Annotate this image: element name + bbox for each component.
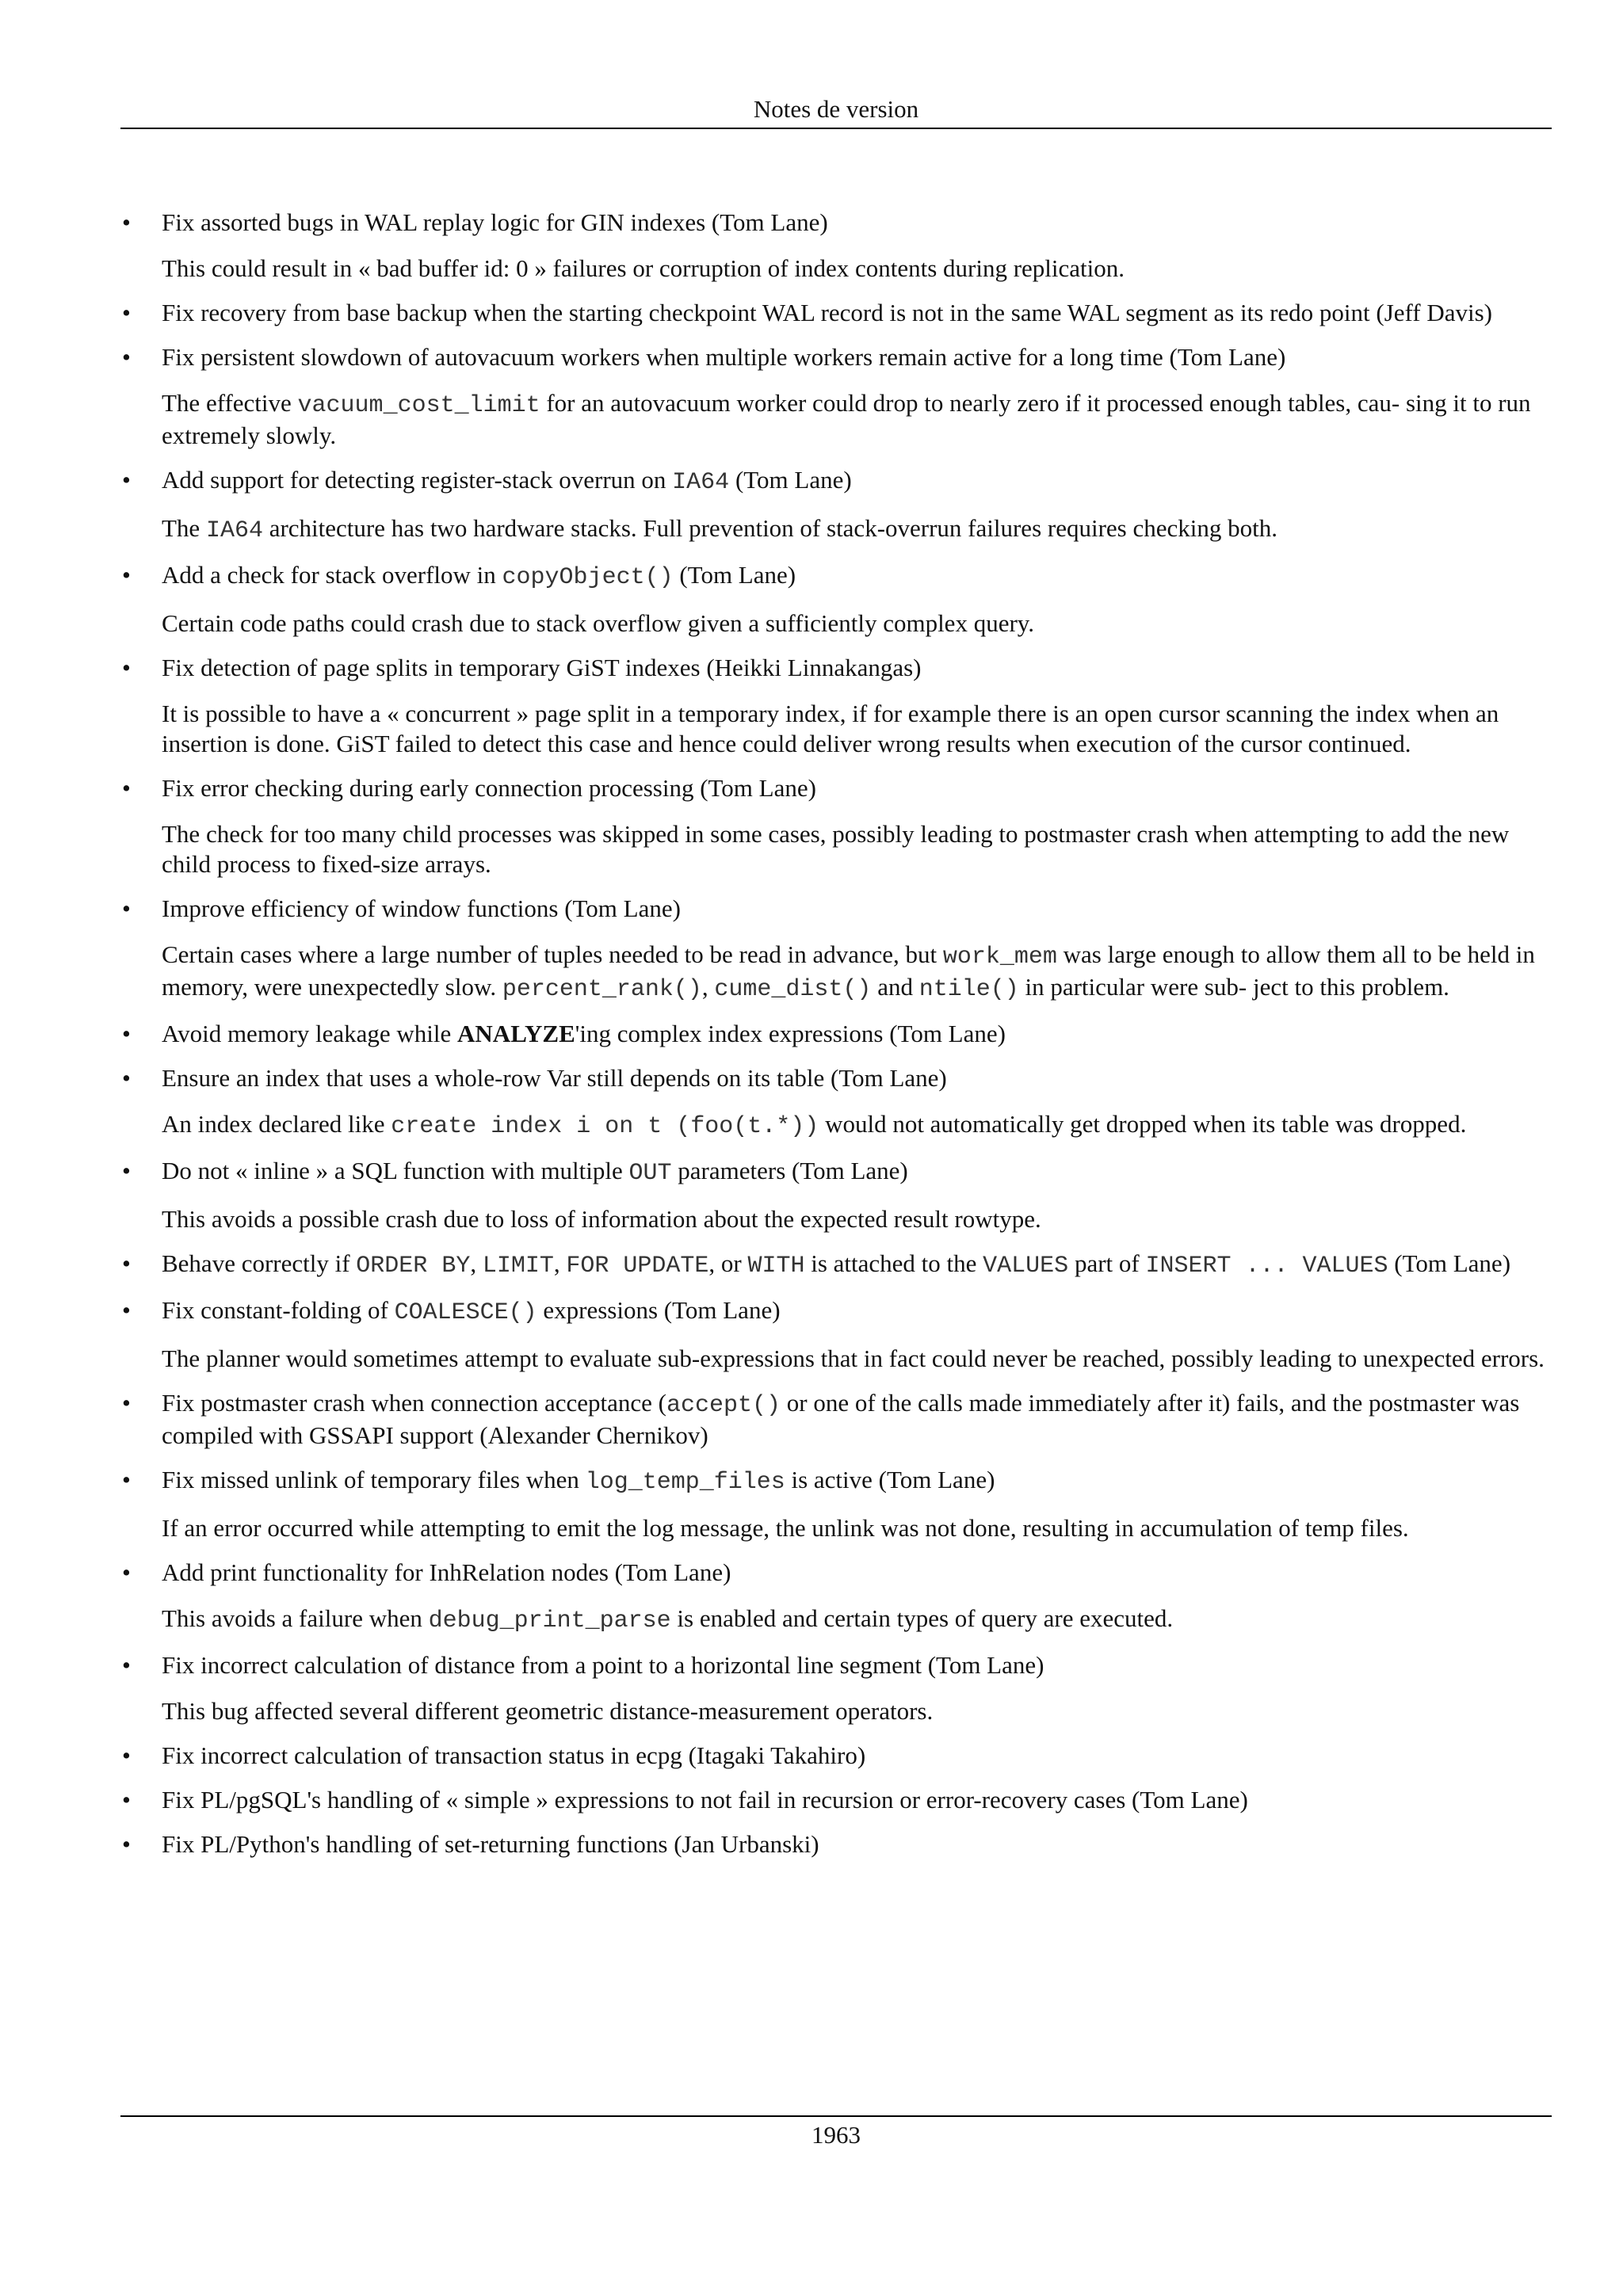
code-literal: IA64 (672, 469, 730, 496)
bullet-icon: • (122, 1466, 131, 1493)
text-segment: and (871, 973, 919, 1001)
text-segment: is active (Tom Lane) (785, 1466, 995, 1493)
note-description (162, 1344, 1552, 1374)
note-description (162, 699, 1552, 759)
text-segment: Add print functionality for InhRelation nodes (Tom Lane) (162, 1558, 731, 1586)
text-segment: , (470, 1249, 483, 1277)
text-segment: architecture has two hardware stacks. Full prevention of stack-overrun failures requires checking both. (262, 514, 1277, 542)
text-segment: (Tom Lane) (1388, 1249, 1511, 1277)
footer-rule (120, 2115, 1552, 2117)
text-segment: Fix detection of page splits in temporary GiST indexes (Heikki Linnakangas) (162, 654, 922, 681)
code-literal: WITH (747, 1253, 805, 1280)
bullet-icon: • (122, 561, 131, 589)
text-segment: Behave correctly if (162, 1249, 357, 1277)
list-item (120, 1156, 1552, 1234)
text-segment: is enabled and certain types of query are executed. (670, 1604, 1174, 1632)
text-segment: Fix incorrect calculation of distance from a point to a horizontal line segment (Tom Lane) (162, 1651, 1044, 1679)
list-item (120, 342, 1552, 451)
text-segment: Fix recovery from base backup when the starting checkpoint WAL record is not in the same WAL segment as its redo point (Jeff Davis) (162, 299, 1493, 326)
note-description (162, 388, 1552, 451)
list-item (120, 1063, 1552, 1142)
code-literal: copyObject() (502, 564, 674, 591)
bullet-icon: • (122, 299, 131, 326)
bullet-icon: • (122, 1786, 131, 1814)
text-segment: Fix persistent slowdown of autovacuum workers when multiple workers remain active for a long time (Tom Lane) (162, 343, 1286, 371)
note-title (162, 894, 1552, 924)
list-item (120, 894, 1552, 1005)
release-notes-list (120, 208, 1552, 1874)
code-literal: vacuum_cost_limit (297, 392, 540, 419)
bullet-icon: • (122, 1064, 131, 1092)
text-segment: The planner would sometimes attempt to evaluate sub-expressions that in fact could never be reached, possibly leading to unexpected errors. (162, 1344, 1545, 1372)
text-segment: This avoids a possible crash due to loss of information about the expected result rowtype. (162, 1205, 1041, 1233)
text-segment: , (553, 1249, 567, 1277)
note-title (162, 1558, 1552, 1588)
text-segment: Avoid memory leakage while (162, 1020, 458, 1047)
text-segment: Ensure an index that uses a whole-row Var still depends on its table (Tom Lane) (162, 1064, 947, 1092)
list-item (120, 1388, 1552, 1451)
note-title (162, 342, 1552, 372)
text-segment: Fix incorrect calculation of transaction status in ecpg (Itagaki Takahiro) (162, 1741, 866, 1769)
text-segment: Fix postmaster crash when connection acceptance ( (162, 1389, 666, 1417)
note-title (162, 1785, 1552, 1815)
note-title (162, 465, 1552, 498)
text-segment: , or (708, 1249, 748, 1277)
bullet-icon: • (122, 1830, 131, 1858)
text-segment: Add support for detecting register-stack overrun on (162, 466, 673, 494)
note-title (162, 1063, 1552, 1093)
text-segment: (Tom Lane) (673, 561, 796, 589)
code-literal: COALESCE() (394, 1299, 537, 1326)
text-segment: Fix error checking during early connection processing (Tom Lane) (162, 774, 816, 802)
note-description (162, 1696, 1552, 1726)
list-item (120, 1558, 1552, 1636)
list-item (120, 1295, 1552, 1374)
text-segment: , (701, 973, 715, 1001)
note-description (162, 819, 1552, 879)
note-title (162, 298, 1552, 328)
note-title (162, 560, 1552, 593)
code-literal: LIMIT (482, 1253, 554, 1280)
list-item (120, 560, 1552, 639)
code-literal: INSERT ... VALUES (1145, 1253, 1388, 1280)
note-title (162, 1829, 1552, 1859)
text-segment: Fix assorted bugs in WAL replay logic for GIN indexes (Tom Lane) (162, 208, 828, 236)
text-segment: (Tom Lane) (729, 466, 852, 494)
code-literal: IA64 (205, 517, 263, 544)
text-segment: for an autovacuum worker could drop to nearly zero if it processed enough tables, cau- sing it to run extremely slowly. (162, 389, 1531, 449)
note-title (162, 653, 1552, 683)
code-literal: debug_print_parse (428, 1608, 671, 1634)
text-segment: Fix missed unlink of temporary files when (162, 1466, 586, 1493)
text-segment: part of (1068, 1249, 1146, 1277)
note-title (162, 1741, 1552, 1771)
text-segment: is attached to the (804, 1249, 983, 1277)
bullet-icon: • (122, 343, 131, 371)
list-item (120, 465, 1552, 546)
list-item (120, 1249, 1552, 1281)
note-description (162, 940, 1552, 1005)
code-literal: OUT (628, 1160, 672, 1187)
note-description (162, 1204, 1552, 1234)
code-literal: work_mem (942, 944, 1057, 971)
list-item (120, 1650, 1552, 1726)
text-segment: Improve efficiency of window functions (Tom Lane) (162, 894, 681, 922)
text-segment: Do not « inline » a SQL function with multiple (162, 1157, 629, 1184)
text-segment: The check for too many child processes was skipped in some cases, possibly leading to postmaster crash when attempting to add the new child process to fixed-size arrays. (162, 820, 1510, 878)
bold-text: ANALYZE (457, 1020, 575, 1047)
note-description (162, 513, 1552, 546)
text-segment: Add a check for stack overflow in (162, 561, 502, 589)
bullet-icon: • (122, 1389, 131, 1417)
bullet-icon: • (122, 1157, 131, 1184)
note-title (162, 1388, 1552, 1451)
text-segment: Fix constant-folding of (162, 1296, 395, 1324)
list-item (120, 298, 1552, 328)
bullet-icon: • (122, 654, 131, 681)
list-item (120, 1829, 1552, 1859)
text-segment: Fix PL/pgSQL's handling of « simple » expressions to not fail in recursion or error-recovery cases (Tom Lane) (162, 1786, 1248, 1814)
text-segment: in particular were sub- ject to this problem. (1018, 973, 1449, 1001)
list-item (120, 208, 1552, 284)
note-title (162, 1156, 1552, 1188)
list-item (120, 653, 1552, 759)
text-segment: The effective (162, 389, 298, 417)
code-literal: percent_rank() (502, 976, 702, 1003)
note-description (162, 608, 1552, 639)
text-segment: The (162, 514, 206, 542)
code-literal: VALUES (983, 1253, 1069, 1280)
list-item (120, 1019, 1552, 1049)
bullet-icon: • (122, 1296, 131, 1324)
text-segment: was large enough to allow them all to be held in memory, were unexpectedly slow. (162, 940, 1535, 1001)
note-description (162, 1604, 1552, 1636)
list-item (120, 773, 1552, 879)
text-segment: Fix PL/Python's handling of set-returning functions (Jan Urbanski) (162, 1830, 819, 1858)
note-title (162, 1465, 1552, 1497)
header-rule (120, 128, 1552, 129)
list-item (120, 1785, 1552, 1815)
bullet-icon: • (122, 1741, 131, 1769)
bullet-icon: • (122, 894, 131, 922)
list-item (120, 1465, 1552, 1543)
text-segment: This avoids a failure when (162, 1604, 429, 1632)
text-segment: Certain cases where a large number of tuples needed to be read in advance, but (162, 940, 943, 968)
page-number: 1963 (812, 2121, 861, 2149)
note-title (162, 1650, 1552, 1680)
text-segment: expressions (Tom Lane) (537, 1296, 781, 1324)
text-segment: parameters (Tom Lane) (671, 1157, 908, 1184)
code-literal: ORDER BY (356, 1253, 471, 1280)
text-segment: Certain code paths could crash due to stack overflow given a sufficiently complex query. (162, 609, 1035, 637)
code-literal: accept() (666, 1392, 781, 1419)
bullet-icon: • (122, 774, 131, 802)
bullet-icon: • (122, 1558, 131, 1586)
note-description (162, 1109, 1552, 1142)
note-title (162, 208, 1552, 238)
code-literal: ntile() (918, 976, 1019, 1003)
text-segment: This could result in « bad buffer id: 0 » failures or corruption of index contents during replication. (162, 254, 1125, 282)
page-header: Notes de version (753, 95, 919, 123)
bullet-icon: • (122, 1651, 131, 1679)
text-segment: or one of the calls made immediately after it) fails, and the postmaster was compiled with GSSAPI support (Alexander Chernikov) (162, 1389, 1520, 1449)
code-literal: FOR UPDATE (566, 1253, 709, 1280)
code-literal: log_temp_files (585, 1469, 785, 1496)
text-segment: An index declared like (162, 1110, 391, 1138)
note-title (162, 1019, 1552, 1049)
note-title (162, 773, 1552, 803)
note-description (162, 254, 1552, 284)
text-segment: 'ing complex index expressions (Tom Lane) (575, 1020, 1006, 1047)
bullet-icon: • (122, 1020, 131, 1047)
bullet-icon: • (122, 208, 131, 236)
text-segment: It is possible to have a « concurrent » page split in a temporary index, if for example there is an open cursor scanning the index when an insertion is done. GiST failed to detect this case and hence could deliver wrong results when execution of the cursor continued. (162, 700, 1499, 757)
bullet-icon: • (122, 1249, 131, 1277)
note-title (162, 1295, 1552, 1328)
text-segment: would not automatically get dropped when its table was dropped. (819, 1110, 1467, 1138)
note-description (162, 1513, 1552, 1543)
list-item (120, 1741, 1552, 1771)
bullet-icon: • (122, 466, 131, 494)
note-title (162, 1249, 1552, 1281)
text-segment: If an error occurred while attempting to emit the log message, the unlink was not done, resulting in accumulation of temp files. (162, 1514, 1409, 1542)
code-literal: create index i on t (foo(t.*)) (391, 1113, 819, 1140)
code-literal: cume_dist() (714, 976, 872, 1003)
text-segment: This bug affected several different geometric distance-measurement operators. (162, 1697, 934, 1725)
